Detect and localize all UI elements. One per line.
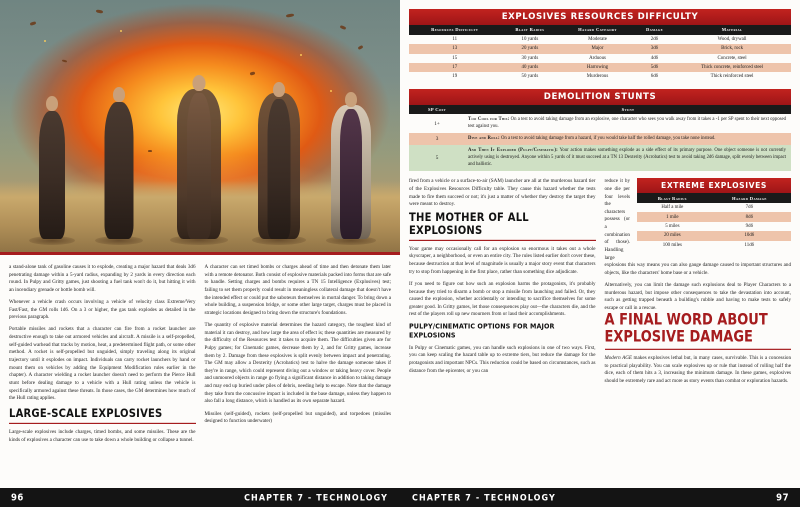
cell-difficulty: 19 xyxy=(409,72,500,81)
cell-category: Murderous xyxy=(559,72,635,81)
cell-damage: 3d6 xyxy=(636,44,673,53)
cell-damage: 6d6 xyxy=(636,72,673,81)
artwork-figure xyxy=(252,47,306,239)
table-row xyxy=(409,35,791,44)
table-row xyxy=(409,133,791,145)
table-row xyxy=(409,72,791,81)
demolition-stunts-table xyxy=(409,89,791,172)
paragraph: Alternatively, you can limit the damage such explosions deal to Player Characters to a murderous hazard, but impose other consequences to take the devastation into account, such as getting trapped beneath a building's rubble and having to make tests to safely escape or call in a rescue. xyxy=(604,282,791,311)
left-page-columns xyxy=(0,255,400,449)
left-column-1 xyxy=(9,264,196,449)
cell-category: Major xyxy=(559,44,635,53)
paragraph: reduce it by one die per four levels the characters possess (or a combination of those). Handling large explosions this way means you can also gauge damage caused to important structures and objects, like the characters' home base or a vehicle. xyxy=(604,178,791,276)
cell-radius: 20 yards xyxy=(500,44,559,53)
cell-damage: 11d6 xyxy=(708,241,791,250)
left-column-2 xyxy=(205,264,392,449)
explosion-artwork xyxy=(0,0,400,255)
table-row xyxy=(409,54,791,63)
table-row xyxy=(637,203,791,212)
cell-sp-cost: 1+ xyxy=(409,114,465,133)
column-header: Blast Radius xyxy=(637,193,708,203)
cell-radius: 30 yards xyxy=(500,54,559,63)
game-title: Modern AGE xyxy=(604,354,632,361)
cell-stunt-text xyxy=(465,133,791,145)
cell-radius: 5 miles xyxy=(637,222,708,231)
cell-material: Concrete, steel xyxy=(673,54,791,63)
artwork-figure xyxy=(326,59,376,239)
cell-material: Thick reinforced steel xyxy=(673,72,791,81)
right-column-2 xyxy=(605,178,792,390)
cell-radius: 40 yards xyxy=(500,63,559,72)
chapter-label: CHAPTER 7 - TECHNOLOGY xyxy=(412,492,556,503)
subsection-heading-pulpy-cinematic-options: PULPY/CINEMATIC OPTIONS FOR MAJOR EXPLOSIONS xyxy=(409,321,555,340)
cell-damage: 9d6 xyxy=(708,222,791,231)
cell-damage: 4d6 xyxy=(636,54,673,63)
table-header-row xyxy=(409,25,791,35)
column-header: Blast Radius xyxy=(500,25,559,35)
paragraph: A character can set timed bombs or charges ahead of time and then detonate them later with a remote detonator. Both consist of explosive materials packed into forms that are safe to handle. Setting charges and bombs requires a TN 15 Intelligence (Explosives) test; failing to set them properly could result in meaningless collateral damage that doesn't have the intended effect or could put the saboteurs themselves in mortal danger. To bring down a whole building, a suspension bridge, or some other large target, charges must be placed in strategic locations designed to bring down the structure's foundations. xyxy=(204,264,391,316)
paragraph: a stand-alone tank of gasoline causes it to explode, creating a major hazard that deals 3d6 penetrating damage within a 5-yard radius, expanding by 2 yards in every direction each round. In Pulpy and Gritty games, just shooting a fuel tank won't do it, but hitting it with an incendiary grenade or bottle bomb will. xyxy=(9,264,196,293)
artwork-figure xyxy=(170,39,228,239)
chapter-label: CHAPTER 7 - TECHNOLOGY xyxy=(244,492,388,503)
paragraph: fired from a vehicle or a surface-to-air (SAM) launcher are all at the murderous hazard tier of the Explosives Resources Difficulty table. They cause this hazard whether the tests made to fire them succeed or not; it's just a matter of whether they destroy the target they were meant to destroy. xyxy=(409,178,596,208)
paragraph: Your game may occasionally call for an explosion so enormous it takes out a whole skyscraper, a neighborhood, or even an entire city. The rules listed earlier don't cover these, because destruction at that level of magnitude is usually a major story event that characters try to stop from happening in the first place, rather than something dice adjudicate. xyxy=(409,245,596,275)
cell-material: Wood, drywall xyxy=(673,35,791,44)
cell-stunt-text xyxy=(465,145,791,171)
table-header-row xyxy=(637,193,791,203)
cell-stunt-text xyxy=(465,114,791,133)
paragraph: The quantity of explosive material determines the hazard category, the toughest kind of material it can destroy, and how large the area of effect is; these quantities are measured by the difficulty of the Resources test it takes to acquire them. The difficulties given are for Pulpy games; for Cinematic games, decrease them by 2, and for Gritty games, increase them by 2. Damage from these explosives is split evenly between impact and penetrating. The GM may allow a Dexterity (Acrobatics) test to halve the damage someone takes if they're in range, which could represent diving out a window or taking heavy cover. People and unmoored objects in range go flying a significant distance in addition to taking damage and may end up buried under piles of debris, needing help to escape. Note that the damage they take from the concussive impact is included in the base damage, unless they happen to also fall a long distance, which is handled as its own separate hazard. xyxy=(204,321,391,405)
column-header: Material xyxy=(673,25,791,35)
column-header: Resources Difficulty xyxy=(409,25,500,35)
cell-category: Arduous xyxy=(559,54,635,63)
cell-damage: 5d6 xyxy=(636,63,673,72)
right-page-footer xyxy=(400,488,800,507)
section-heading-mother-of-all-explosions: THE MOTHER OF ALL EXPLOSIONS xyxy=(409,211,596,241)
cell-difficulty: 15 xyxy=(409,54,500,63)
table-header-row xyxy=(409,105,791,115)
cell-category: Harrowing xyxy=(559,63,635,72)
paragraph: In Pulpy or Cinematic games, you can handle such explosions in one of two ways. First, you can keep scaling the hazard table up to extreme tiers, but reduce the damage for the protagonists and important NPCs. This reduction could be based on circumstances, such as distance from the epicenter, or you can xyxy=(409,344,596,374)
cell-category: Moderate xyxy=(559,35,635,44)
column-header: Stunt xyxy=(465,105,791,115)
paragraph xyxy=(605,355,792,386)
cell-difficulty: 17 xyxy=(409,63,500,72)
explosives-resources-difficulty-table xyxy=(409,9,791,82)
stunt-name: Dive and Roll: xyxy=(468,135,500,141)
column-header: Hazard Damage xyxy=(708,193,791,203)
cell-radius: 50 yards xyxy=(500,72,559,81)
table-row xyxy=(409,145,791,171)
table-title-row xyxy=(637,178,791,193)
table-row xyxy=(637,241,791,250)
section-heading-final-word: A FINAL WORD ABOUT EXPLOSIVE DAMAGE xyxy=(605,312,792,350)
cell-radius: 10 yards xyxy=(500,35,559,44)
table-row xyxy=(637,222,791,231)
table-title: DEMOLITION STUNTS xyxy=(409,89,791,105)
table-row xyxy=(637,212,791,221)
stunt-name: Too Cool for This: xyxy=(468,117,510,123)
table-row xyxy=(409,63,791,72)
paragraph: If you need to figure out how such an explosion harms the protagonists, it's probably because they tried to disarm a bomb or stop a missile from launching and failed. Or, they caused the explosion, whether accidentally or intending to sacrifice themselves for some greater good. In Gritty games, let those consequences play out—the characters die, and the rest of the players roll up new mourners from or laud their accomplishments. xyxy=(409,280,596,318)
table-title-row xyxy=(409,89,791,105)
paragraph-remainder: makes explosives lethal but, in many cases, survivable. This is a concession to practical playability. You can scale explosives up or rule that instead of rolling half the dice, each of them hits a 3, increasing the minimum damage. In these games, explosives should be extremely rare and act more as story events than combat or exploration hazards. xyxy=(604,354,791,384)
section-heading-large-scale-explosives: LARGE-SCALE EXPLOSIVES xyxy=(9,407,196,424)
cell-radius: 20 miles xyxy=(637,231,708,240)
table-title-row xyxy=(409,9,791,25)
table-row xyxy=(637,231,791,240)
left-page-footer xyxy=(0,488,400,507)
cell-radius: Half a mile xyxy=(637,203,708,212)
cell-damage: 8d6 xyxy=(708,212,791,221)
paragraph: Whenever a vehicle crash occurs involving a vehicle of velocity class Extreme/Very Fast/Fast, the GM rolls 1d6. On a 3 or higher, the gas tank explodes as detailed in the previous paragraph. xyxy=(9,299,196,321)
table-title: EXPLOSIVES RESOURCES DIFFICULTY xyxy=(409,9,791,25)
cell-sp-cost: 5 xyxy=(409,145,465,171)
stunt-description: On a test to avoid taking damage from a hazard, if you would take half the rolled damage, you take none instead. xyxy=(499,135,716,141)
cell-material: Brick, rock xyxy=(673,44,791,53)
stunt-description: Your action makes something explode as a side effect of its primary purpose. One object someone is not currently actively using is destroyed. Anyone within 5 yards of it must succeed at a TN 13 Dexterity (Acrobatics) test to avoid taking 2d6 damage, split evenly between impact and ballistic. xyxy=(468,148,786,167)
column-header: SP Cost xyxy=(409,105,465,115)
column-header: Hazard Category xyxy=(559,25,635,35)
artwork-figure xyxy=(96,54,142,239)
stunt-description: On a test to avoid taking damage from an explosive, one character who sees you walk away from it takes a -1 per SP spent to their next opposed test against you. xyxy=(468,117,787,129)
column-header: Damage xyxy=(636,25,673,35)
cell-damage: 7d6 xyxy=(708,203,791,212)
cell-radius: 100 miles xyxy=(637,241,708,250)
artwork-bottom-rule xyxy=(0,252,400,255)
stunt-name: And Then It Exploded (Pulpy/Cinematic): xyxy=(468,148,558,154)
right-page xyxy=(400,0,800,507)
paragraph: Large-scale explosives include charges, timed bombs, and some missiles. These are the kinds of explosives a character can use to take down a whole building or collapse a tunnel. xyxy=(9,428,196,443)
cell-damage: 10d6 xyxy=(708,231,791,240)
extreme-explosives-table xyxy=(637,178,791,250)
cell-sp-cost: 3 xyxy=(409,133,465,145)
table-title: EXTREME EXPLOSIVES xyxy=(637,178,791,193)
page-number: 96 xyxy=(11,491,24,504)
table-row xyxy=(409,114,791,133)
cell-damage: 2d6 xyxy=(636,35,673,44)
table-row xyxy=(409,44,791,53)
page-number: 97 xyxy=(776,491,789,504)
right-column-1 xyxy=(409,178,596,390)
cell-material: Thick concrete, reinforced steel xyxy=(673,63,791,72)
right-page-columns xyxy=(409,178,791,390)
paragraph: Portable missiles and rockets that a character can fire from a rocket launcher are destructive enough to take out armored vehicles and aircraft. A missile is a self-propelled, self-guided warhead that tracks by motion, heat, a predetermined flight path, or some other method. A rocket is self-propelled but unguided, simply traveling along its original trajectory until it explodes on impact. Individuals can carry rocket launchers by hand or mount them on vehicles by adding the Equipment Modification rules earlier in the chapter). A character wielding a rocket launcher doesn't need to perform the Pierce Hull stunt before dealing damage to a vehicle with a Hull rating unless the vehicle is specifically armored against these threats. In those cases, the GM determines how much of the Hull rating applies. xyxy=(9,326,196,402)
cell-difficulty: 13 xyxy=(409,44,500,53)
cell-difficulty: 11 xyxy=(409,35,500,44)
cell-radius: 1 mile xyxy=(637,212,708,221)
paragraph: Missiles (self-guided), rockets (self-propelled but unguided), and torpedoes (missiles designed to function underwater) xyxy=(204,410,391,425)
artwork-figure xyxy=(30,64,74,239)
